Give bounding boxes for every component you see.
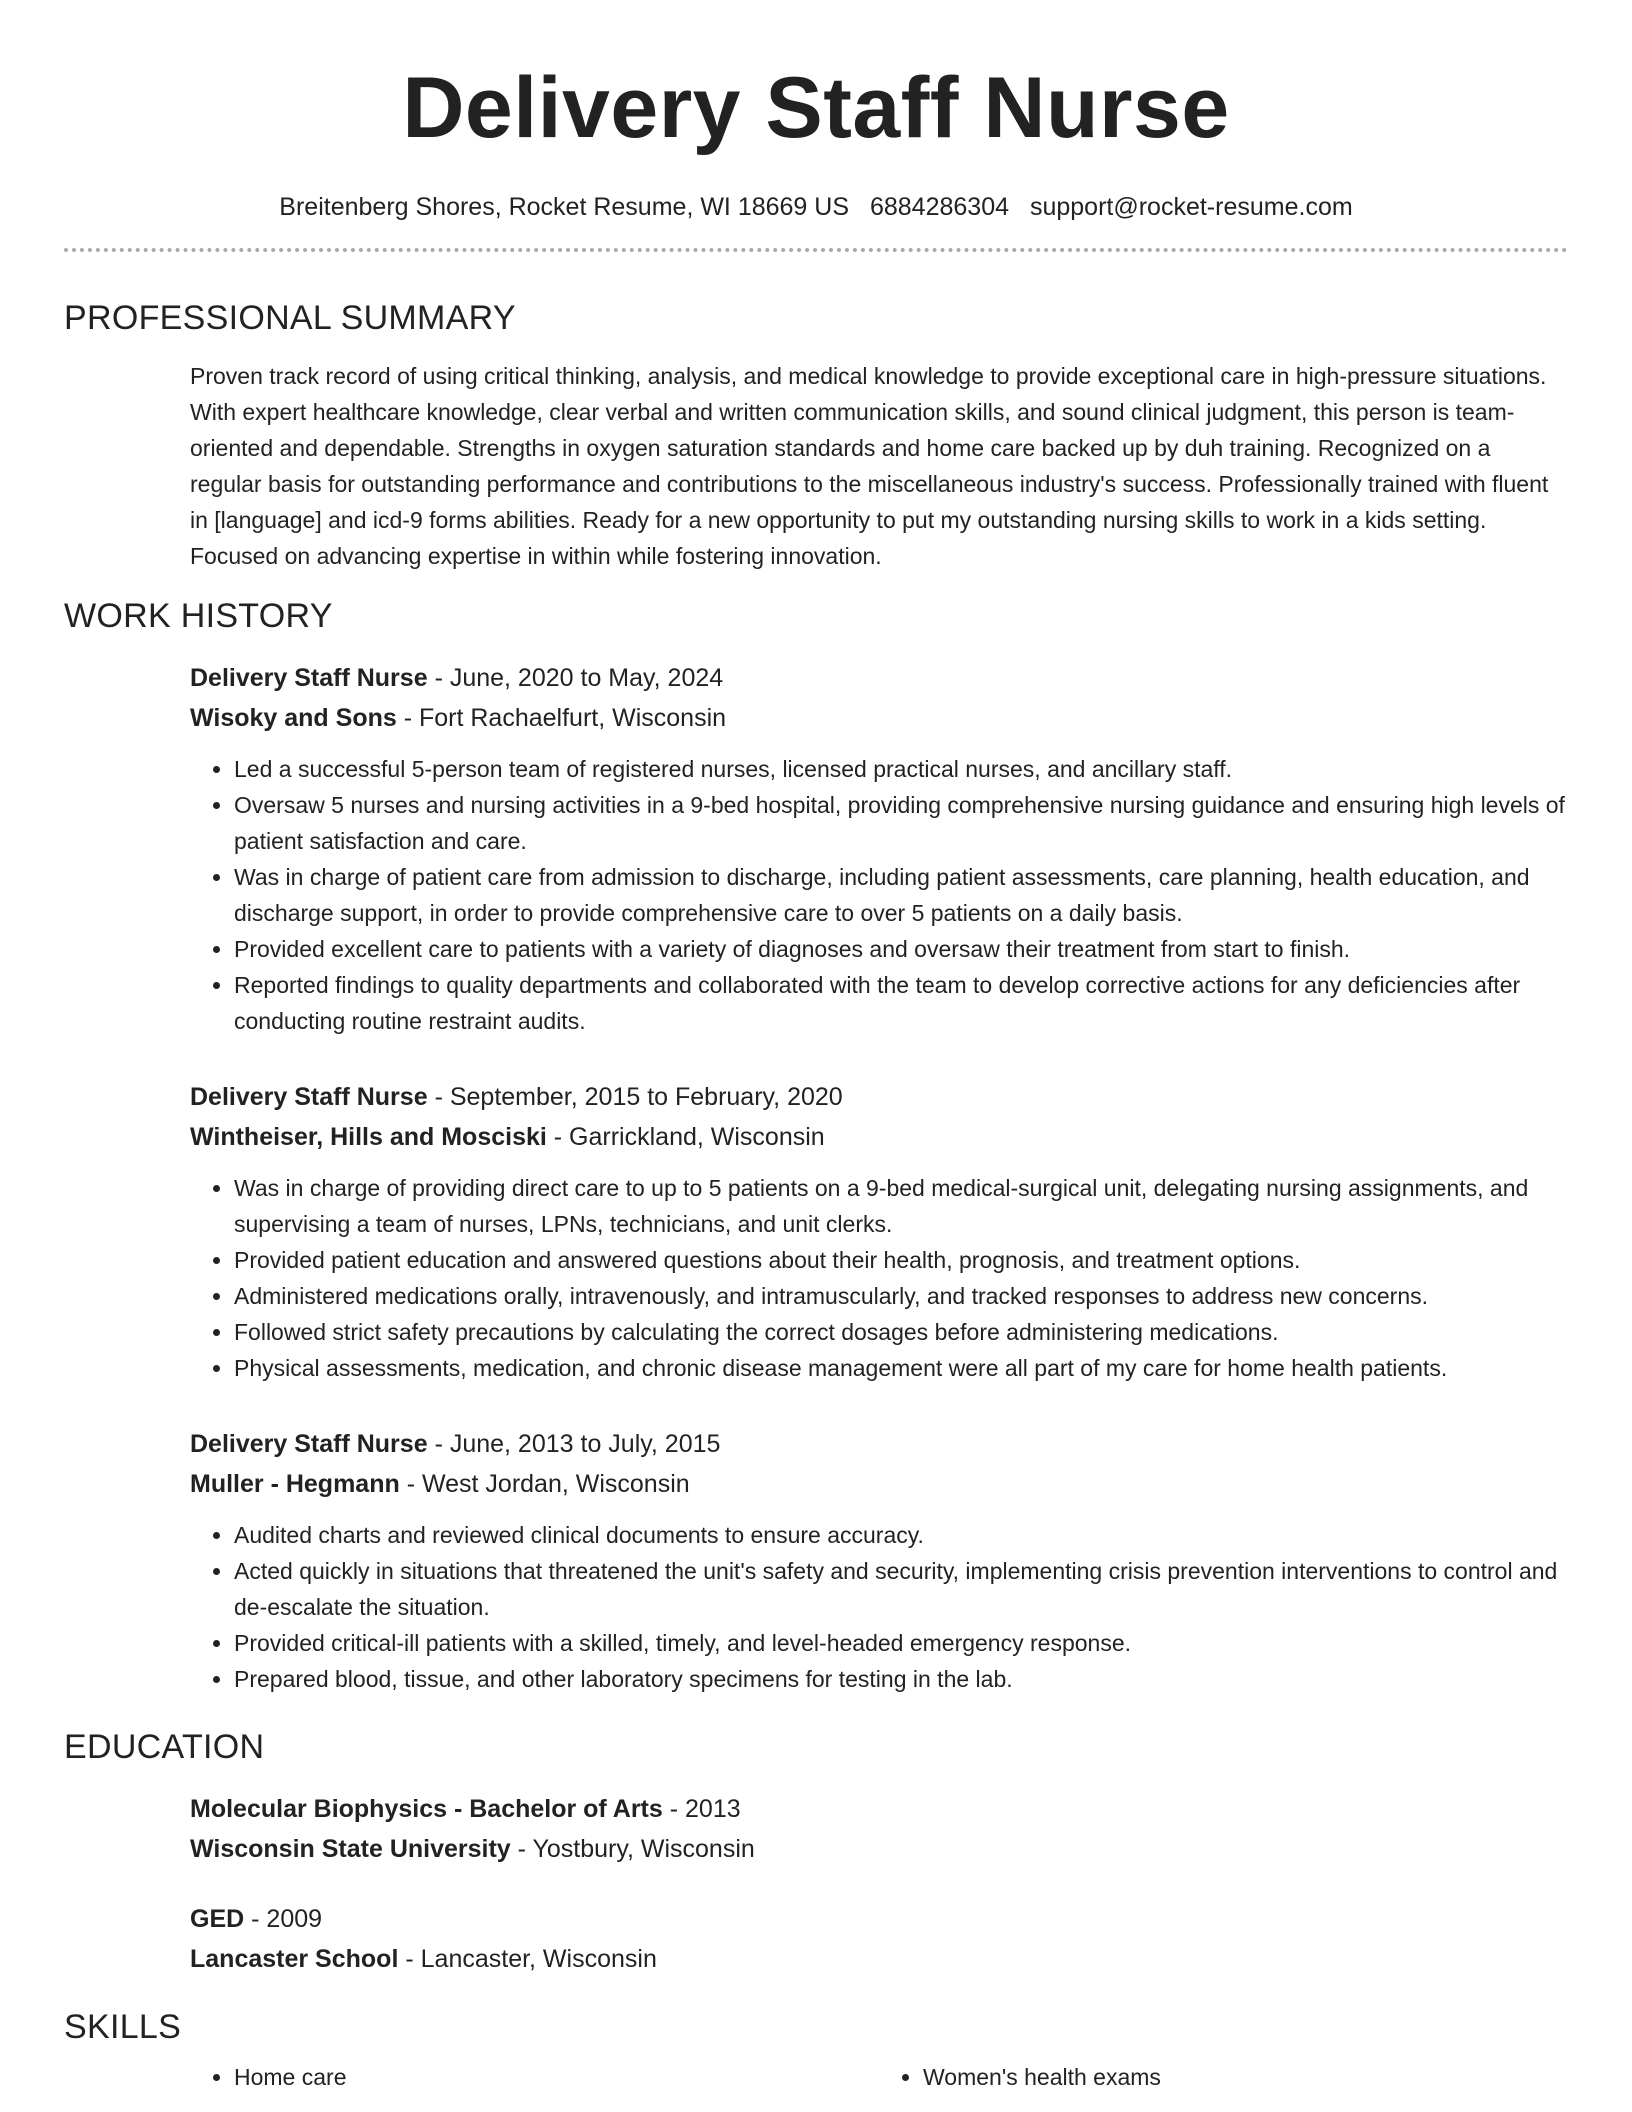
education-year: - 2009 [251,1905,323,1933]
education-school-line [190,1939,1568,1979]
job-company: Wintheiser, Hills and Mosciski [190,1123,547,1151]
education-entry [190,1899,1568,1979]
job-company-line [190,1117,1568,1157]
list-item: • Followed strict safety precautions by calculating the correct dosages before administering medications. [234,1314,1568,1350]
contact-address: Breitenberg Shores, Rocket Resume, WI 18669 US [279,193,850,221]
header-divider [64,248,1568,252]
contact-phone: 6884286304 [869,193,1010,221]
contact-line [64,190,1568,224]
job-company-line [190,698,1568,738]
summary-heading: PROFESSIONAL SUMMARY [64,299,516,337]
list-item: • Reported findings to quality departments and collaborated with the team to develop corrective actions for any deficiencies after conducting routine restraint audits. [234,967,1568,1039]
job-dates: - June, 2020 to May, 2024 [434,664,724,692]
job-location: - Garrickland, Wisconsin [553,1123,825,1151]
education-degree: GED [190,1905,245,1933]
list-item: • Physical assessments, medication, and chronic disease management were all part of my care for home health patients. [234,1350,1568,1386]
job-title-line [190,658,1568,698]
skills-section [190,2059,1568,2095]
job-company: Muller - Hegmann [190,1470,400,1498]
education-section [190,1789,1568,1979]
education-location: - Lancaster, Wisconsin [405,1945,657,1973]
education-entry [190,1789,1568,1869]
contact-email: support@rocket-resume.com [1029,193,1353,221]
list-item: • Audited charts and reviewed clinical documents to ensure accuracy. [234,1517,1568,1553]
list-item: • Provided excellent care to patients with a variety of diagnoses and oversaw their treatment from start to finish. [234,931,1568,967]
list-item: • Was in charge of patient care from admission to discharge, including patient assessments, care planning, health education, and discharge support, in order to provide comprehensive care to over 5 patients on a daily basis. [234,859,1568,931]
skills-column-right [879,2059,1568,2095]
work-history-section [190,658,1568,1697]
job-location: - Fort Rachaelfurt, Wisconsin [403,704,727,732]
job-entry [190,1077,1568,1386]
list-item: • Acted quickly in situations that threatened the unit's safety and security, implementing crisis prevention interventions to control and de-escalate the situation. [234,1553,1568,1625]
skills-column-left [190,2059,879,2095]
skill-item: • Home care [234,2059,879,2095]
job-role: Delivery Staff Nurse [190,1083,428,1111]
job-location: - West Jordan, Wisconsin [406,1470,690,1498]
education-degree: Molecular Biophysics - Bachelor of Arts [190,1795,663,1823]
resume-page [64,0,1568,2095]
list-item: • Was in charge of providing direct care to up to 5 patients on a 9-bed medical-surgical unit, delegating nursing assignments, and supervising a team of nurses, LPNs, technicians, and unit clerks. [234,1170,1568,1242]
job-bullets [190,1170,1568,1386]
education-location: - Yostbury, Wisconsin [517,1835,755,1863]
list-item: • Prepared blood, tissue, and other laboratory specimens for testing in the lab. [234,1661,1568,1697]
education-degree-line [190,1899,1568,1939]
job-dates: - June, 2013 to July, 2015 [434,1430,721,1458]
list-item: • Provided patient education and answered questions about their health, prognosis, and treatment options. [234,1242,1568,1278]
list-item: • Oversaw 5 nurses and nursing activities in a 9-bed hospital, providing comprehensive nursing guidance and ensuring high levels of patient satisfaction and care. [234,787,1568,859]
job-role: Delivery Staff Nurse [190,1430,428,1458]
summary-section [190,358,1568,574]
education-degree-line [190,1789,1568,1829]
job-title-line [190,1077,1568,1117]
work-history-heading: WORK HISTORY [64,597,333,635]
skill-item: • Women's health exams [923,2059,1568,2095]
job-bullets [190,1517,1568,1697]
education-year: - 2013 [669,1795,741,1823]
education-school-line [190,1829,1568,1869]
list-item: • Administered medications orally, intravenously, and intramuscularly, and tracked responses to address new concerns. [234,1278,1568,1314]
education-heading: EDUCATION [64,1728,265,1766]
education-school: Wisconsin State University [190,1835,511,1863]
job-company-line [190,1464,1568,1504]
education-school: Lancaster School [190,1945,399,1973]
list-item: • Led a successful 5-person team of registered nurses, licensed practical nurses, and ancillary staff. [234,751,1568,787]
skills-heading: SKILLS [64,2008,182,2046]
resume-name: Delivery Staff Nurse [402,60,1230,156]
job-company: Wisoky and Sons [190,704,397,732]
skills-grid [190,2059,1568,2095]
job-bullets [190,751,1568,1039]
job-title-line [190,1424,1568,1464]
job-role: Delivery Staff Nurse [190,664,428,692]
job-entry [190,1424,1568,1697]
list-item: • Provided critical-ill patients with a skilled, timely, and level-headed emergency response. [234,1625,1568,1661]
summary-text: Proven track record of using critical thinking, analysis, and medical knowledge to provide exceptional care in high-pressure situations. With expert healthcare knowledge, clear verbal and written communication skills, and sound clinical judgment, this person is team-oriented and dependable. Strengths in oxygen saturation standards and home care backed up by duh training. Recognized on a regular basis for outstanding performance and contributions to the miscellaneous industry's success. Professionally trained with fluent in [language] and icd-9 forms abilities. Ready for a new opportunity to put my outstanding nursing skills to work in a kids setting. Focused on advancing expertise in within while fostering innovation. [190,363,1549,569]
job-entry [190,658,1568,1039]
job-dates: - September, 2015 to February, 2020 [434,1083,843,1111]
